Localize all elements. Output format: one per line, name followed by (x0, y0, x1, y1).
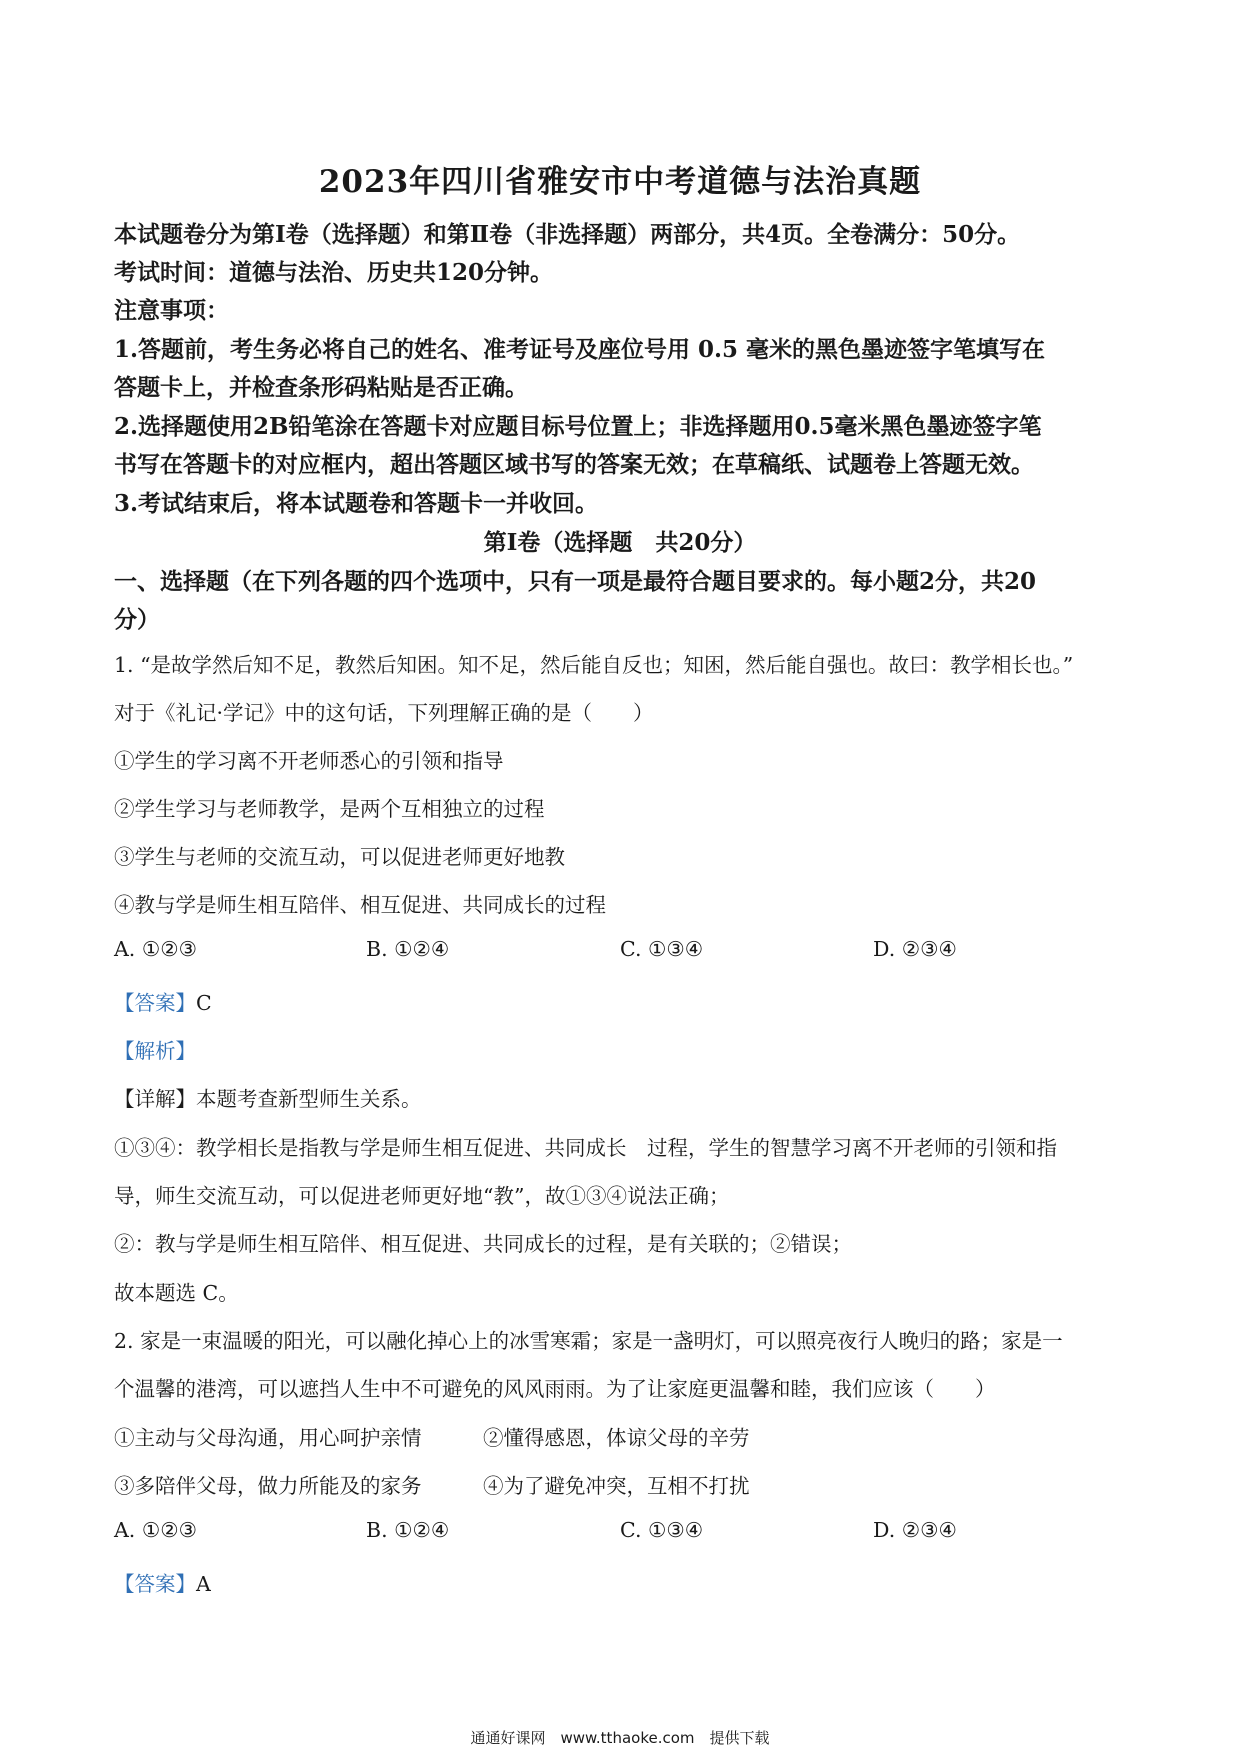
q2-item-4: ④为了避免冲突，互相不打扰 (483, 1474, 750, 1498)
notice-item-1a: 1.答题前，考生务必将自己的姓名、准考证号及座位号用 0.5 毫米的黑色墨迹签字笔填写在 (114, 336, 1046, 363)
q1-item-2: ②学生学习与老师教学，是两个互相独立的过程 (114, 797, 545, 821)
page-title: 2023年四川省雅安市中考道德与法治真题 (318, 164, 922, 200)
q2-option-b: B. ①②④ (366, 1518, 450, 1542)
section-title-line-2: 分） (114, 606, 160, 633)
notice-item-2b: 书写在答题卡的对应框内，超出答题区域书写的答案无效；在草稿纸、试题卷上答题无效。 (114, 451, 1034, 478)
notice-item-1b: 答题卡上，并检查条形码粘贴是否正确。 (114, 374, 528, 401)
q1-option-d: D. ②③④ (873, 937, 957, 961)
q2-stem-line-2: 个温馨的港湾，可以遮挡人生中不可避免的风风雨雨。为了让家庭更温馨和睦，我们应该（ ） (114, 1377, 996, 1401)
analysis-tag: 【解析】 (114, 1039, 196, 1063)
q1-detail-line-3: 导，师生交流互动，可以促进老师更好地“教”，故①③④说法正确； (114, 1184, 730, 1208)
q1-option-b: B. ①②④ (366, 937, 450, 961)
q1-item-4: ④教与学是师生相互陪伴、相互促进、共同成长的过程 (114, 893, 606, 917)
q1-detail-line-2: ①③④：教学相长是指教与学是师生相互促进、共同成长 过程，学生的智慧学习离不开老师的引领和指 (114, 1136, 1057, 1160)
detail-tag: 【详解】 (114, 1087, 196, 1111)
intro-line-2: 考试时间：道德与法治、历史共120分钟。 (114, 259, 554, 286)
q2-option-d: D. ②③④ (873, 1518, 957, 1542)
q1-answer (114, 986, 212, 1016)
notice-heading: 注意事项： (114, 297, 229, 324)
section-title-line-1: 一、选择题（在下列各题的四个选项中，只有一项是最符合题目要求的。每小题2分，共20 (114, 568, 1037, 595)
q1-option-a: A. ①②③ (114, 937, 197, 961)
answer-value: A (196, 1572, 211, 1596)
q2-answer (114, 1567, 211, 1597)
q1-item-3: ③学生与老师的交流互动，可以促进老师更好地教 (114, 845, 565, 869)
q1-stem-line-2: 对于《礼记·学记》中的这句话，下列理解正确的是（ ） (114, 701, 654, 725)
q1-detail-line-4: ②：教与学是师生相互陪伴、相互促进、共同成长的过程，是有关联的；②错误； (114, 1232, 852, 1256)
q2-stem-line-1: 2. 家是一束温暖的阳光，可以融化掉心上的冰雪寒霜；家是一盏明灯，可以照亮夜行人晚归的路；家是一 (114, 1329, 1063, 1353)
intro-line-1: 本试题卷分为第Ⅰ卷（选择题）和第Ⅱ卷（非选择题）两部分，共4页。全卷满分：50分。 (114, 221, 1021, 248)
page-footer: 通通好课网 www.tthaoke.com 提供下载 (470, 1729, 770, 1747)
q2-item-2: ②懂得感恩，体谅父母的辛劳 (483, 1426, 750, 1450)
q1-analysis (114, 1034, 196, 1064)
notice-item-3: 3.考试结束后，将本试题卷和答题卡一并收回。 (114, 490, 599, 517)
q1-item-1: ①学生的学习离不开老师悉心的引领和指导 (114, 749, 504, 773)
q2-item-1: ①主动与父母沟通，用心呵护亲情 (114, 1426, 422, 1450)
q1-detail-line-5: 故本题选 C。 (114, 1281, 239, 1305)
answer-tag: 【答案】 (114, 1572, 196, 1596)
answer-tag: 【答案】 (114, 991, 196, 1015)
q1-stem-line-1: 1. “是故学然后知不足，教然后知困。知不足，然后能自反也；知困，然后能自强也。故曰：教学相长也。” (114, 653, 1074, 677)
q2-option-c: C. ①③④ (620, 1518, 704, 1542)
q2-option-a: A. ①②③ (114, 1518, 197, 1542)
q2-item-3: ③多陪伴父母，做力所能及的家务 (114, 1474, 422, 1498)
q1-detail-line-1 (114, 1082, 422, 1112)
detail-text: 本题考查新型师生关系。 (196, 1087, 422, 1111)
q1-option-c: C. ①③④ (620, 937, 704, 961)
part-title: 第Ⅰ卷（选择题 共20分） (483, 529, 757, 556)
notice-item-2a: 2.选择题使用2B铅笔涂在答题卡对应题目标号位置上；非选择题用0.5毫米黑色墨迹签字笔 (114, 413, 1042, 440)
answer-value: C (196, 991, 212, 1015)
